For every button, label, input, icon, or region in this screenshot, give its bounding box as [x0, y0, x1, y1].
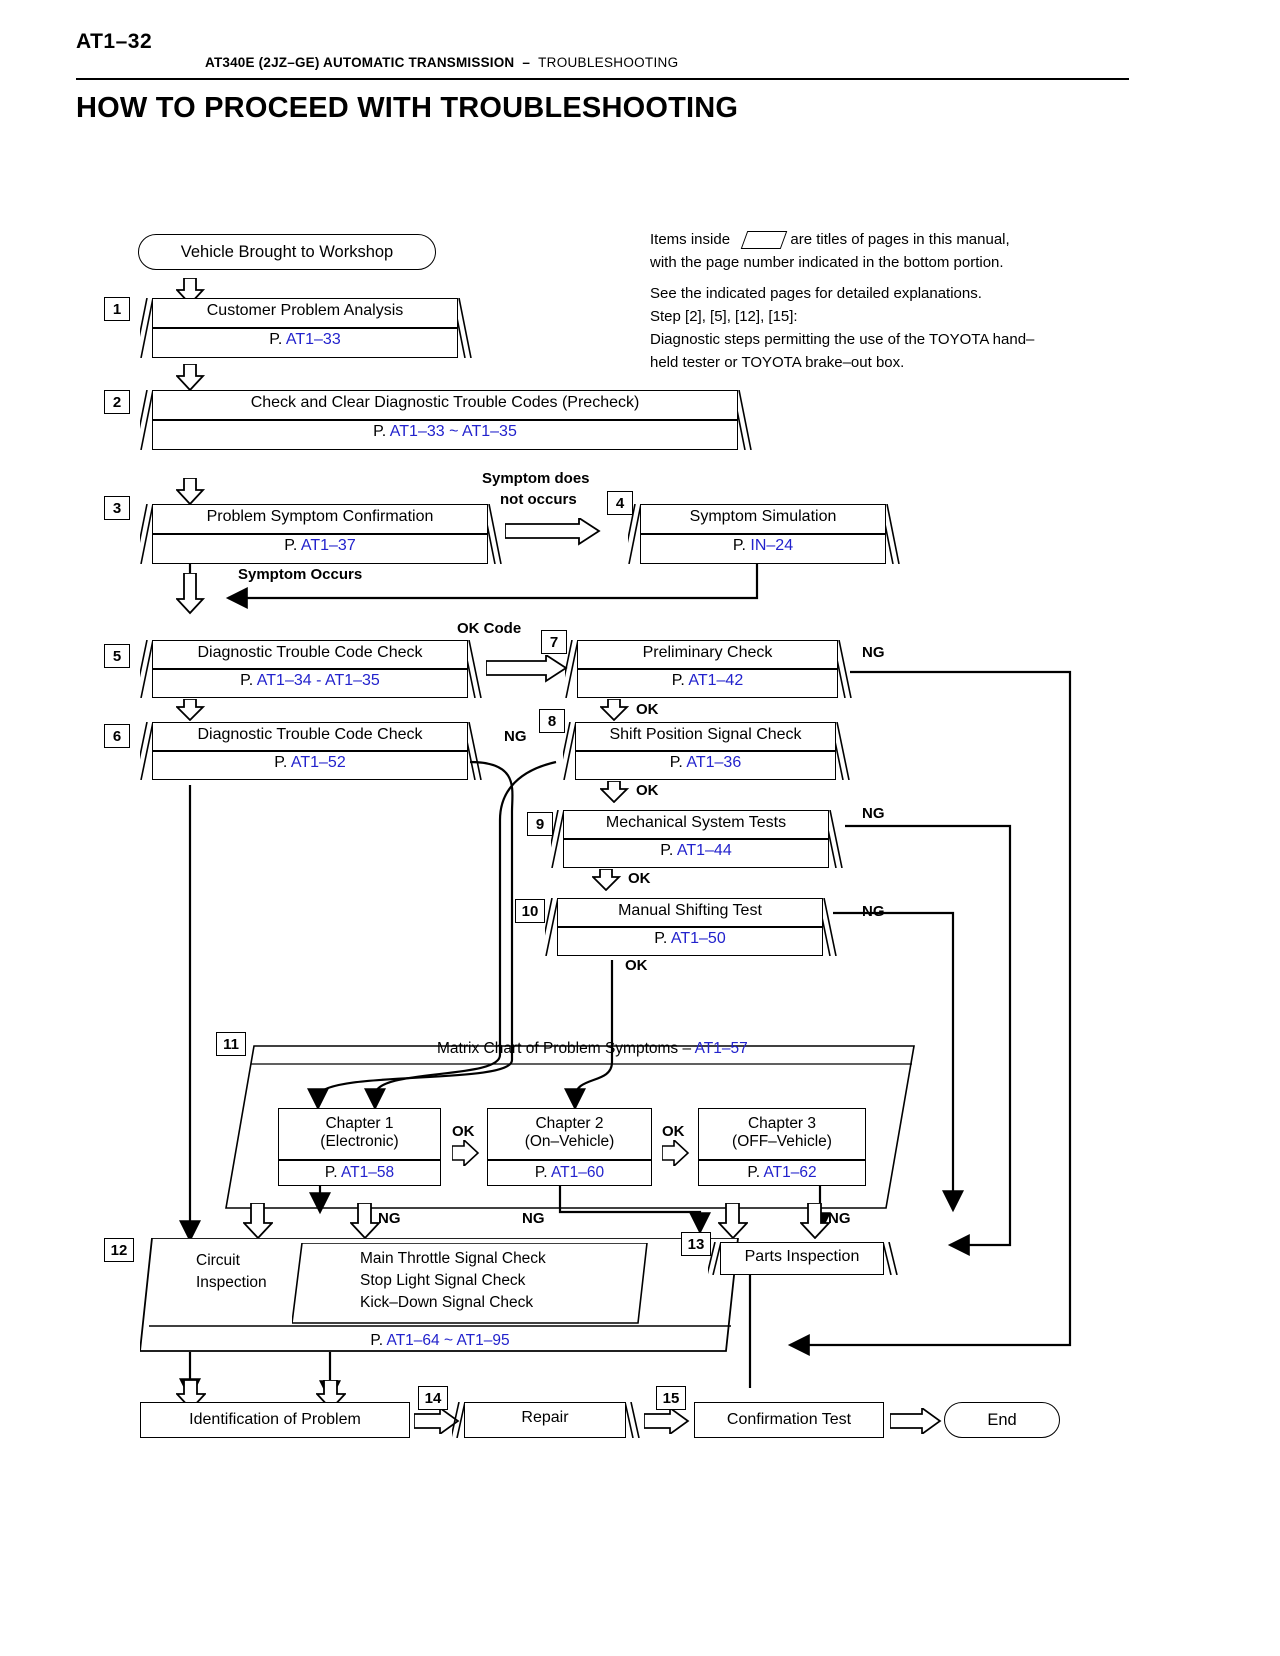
legend-line1a: Items inside	[650, 231, 731, 248]
step-box-7[interactable]	[565, 640, 850, 698]
label-ng-step10: NG	[862, 903, 885, 920]
step-box-10[interactable]	[545, 898, 835, 956]
label-ok-step7: OK	[636, 701, 659, 718]
circuit-inspection-line2: Inspection	[196, 1274, 267, 1291]
step-box-4[interactable]	[628, 504, 898, 564]
chapter-2-box[interactable]	[487, 1108, 652, 1186]
step-number-9: 9	[527, 812, 553, 836]
arrow-chapter2-to-chapter3	[662, 1140, 690, 1171]
step-8-title: Shift Position Signal Check	[609, 726, 802, 743]
step-15-title: Confirmation Test	[726, 1411, 852, 1428]
chapter-3-line1: Chapter 3	[747, 1115, 817, 1132]
header-subtitle	[205, 55, 678, 70]
step-6-page: P. AT1–52	[274, 754, 346, 771]
matrix-chart-label[interactable]: Matrix Chart of Problem Symptoms – AT1–57	[437, 1040, 748, 1057]
step-number-13: 13	[681, 1232, 711, 1256]
step-number-15: 15	[656, 1386, 686, 1410]
step-box-8[interactable]	[563, 722, 848, 780]
label-symptom-not-occurs-line2: not occurs	[500, 491, 577, 508]
signal-check-labels	[360, 1248, 546, 1314]
header-subtitle-main: AT340E (2JZ–GE) AUTOMATIC TRANSMISSION	[205, 55, 515, 70]
label-ok-step8: OK	[636, 782, 659, 799]
step-number-10: 10	[515, 899, 545, 923]
step-box-1[interactable]	[140, 298, 470, 358]
arrow-ng-to-parts-b	[800, 1203, 830, 1244]
step-box-5[interactable]	[140, 640, 480, 698]
step-1-title: Customer Problem Analysis	[206, 302, 404, 319]
legend-line5: Diagnostic steps permitting the use of the TOYOTA hand–	[650, 331, 1035, 348]
step-3-title: Problem Symptom Confirmation	[206, 508, 434, 525]
label-ng-chapter1: NG	[378, 1210, 401, 1227]
chapter-1-box[interactable]	[278, 1108, 441, 1186]
arrow-step3-to-step4	[505, 518, 605, 555]
step-3-page: P. AT1–37	[284, 537, 356, 554]
step-number-14: 14	[418, 1386, 448, 1410]
signal-check-line3: Kick–Down Signal Check	[360, 1294, 534, 1311]
step-box-15[interactable]	[694, 1402, 884, 1438]
legend-line3: See the indicated pages for detailed explanations.	[650, 285, 982, 302]
step-5-page: P. AT1–34 - AT1–35	[240, 672, 380, 689]
legend-line6: held tester or TOYOTA brake–out box.	[650, 354, 905, 371]
chapter-2-page: P. AT1–60	[534, 1164, 605, 1181]
page-number: AT1–32	[76, 30, 153, 53]
step-number-7: 7	[541, 630, 567, 654]
identification-label: Identification of Problem	[189, 1411, 361, 1428]
legend-line2: with the page number indicated in the bottom portion.	[650, 254, 1004, 271]
signal-check-line1: Main Throttle Signal Check	[360, 1250, 546, 1267]
arrow-step8-to-step9	[600, 781, 630, 808]
chapter-3-box[interactable]	[698, 1108, 866, 1186]
chapter-3-line2: (OFF–Vehicle)	[732, 1133, 832, 1150]
label-ok-step9: OK	[628, 870, 651, 887]
step-box-3[interactable]	[140, 504, 500, 564]
step-1-page: P. AT1–33	[269, 331, 341, 348]
step-5-title: Diagnostic Trouble Code Check	[197, 644, 423, 661]
step-7-page: P. AT1–42	[671, 672, 744, 689]
step-number-2: 2	[104, 390, 130, 414]
step-number-8: 8	[539, 709, 565, 733]
step-number-6: 6	[104, 724, 130, 748]
step-14-title: Repair	[521, 1409, 569, 1426]
page-box-icon	[738, 231, 782, 247]
chapter-1-line2: (Electronic)	[320, 1133, 399, 1150]
chapter-3-page: P. AT1–62	[747, 1164, 817, 1181]
identification-box[interactable]	[140, 1402, 410, 1438]
arrow-step5-to-step7	[486, 655, 572, 692]
step-2-page: P. AT1–33 ~ AT1–35	[373, 423, 517, 440]
legend	[650, 228, 1120, 374]
step-10-page: P. AT1–50	[654, 930, 726, 947]
step-4-title: Symptom Simulation	[689, 508, 837, 525]
step-box-9[interactable]	[551, 810, 841, 868]
chapter-1-line1: Chapter 1	[325, 1115, 394, 1132]
header-rule	[76, 78, 1129, 80]
step-4-page: P. IN–24	[732, 537, 794, 554]
signal-check-line2: Stop Light Signal Check	[360, 1272, 526, 1289]
chapter-2-line2: (On–Vehicle)	[524, 1133, 615, 1150]
label-ng-step8: NG	[504, 728, 527, 745]
circuit-inspection-line1: Circuit	[196, 1252, 240, 1269]
label-ok-chapter1-to-2: OK	[452, 1123, 475, 1140]
label-symptom-not-occurs-line1: Symptom does	[482, 470, 590, 487]
label-ng-chapter2: NG	[522, 1210, 545, 1227]
legend-line1b: are titles of pages in this manual,	[790, 231, 1010, 248]
end-label: End	[987, 1410, 1017, 1429]
step-12-page: P. AT1–64 ~ AT1–95	[370, 1332, 510, 1349]
arrow-step3-down	[176, 573, 206, 620]
chapter-1-page: P. AT1–58	[324, 1164, 395, 1181]
step-number-1: 1	[104, 297, 130, 321]
step-number-11: 11	[216, 1032, 246, 1056]
start-node	[138, 234, 436, 270]
label-symptom-occurs: Symptom Occurs	[238, 566, 363, 583]
step-13-title: Parts Inspection	[744, 1248, 860, 1265]
start-label: Vehicle Brought to Workshop	[180, 242, 394, 261]
label-ng-step7: NG	[862, 644, 885, 661]
step-6-title: Diagnostic Trouble Code Check	[197, 726, 423, 743]
step-2-title: Check and Clear Diagnostic Trouble Codes (Precheck)	[250, 394, 640, 411]
label-ng-chapter3: NG	[828, 1210, 851, 1227]
circuit-inspection-label	[196, 1250, 267, 1294]
legend-line4: Step [2], [5], [12], [15]:	[650, 308, 798, 325]
step-box-2[interactable]	[140, 390, 750, 450]
arrow-confirmation-to-end	[890, 1408, 942, 1439]
step-number-3: 3	[104, 496, 130, 520]
header-subtitle-section: TROUBLESHOOTING	[538, 55, 679, 70]
arrow-step9-to-step10	[592, 869, 622, 896]
step-number-5: 5	[104, 644, 130, 668]
step-box-13[interactable]	[708, 1242, 896, 1275]
step-box-14[interactable]	[452, 1402, 638, 1438]
header-subtitle-dash: –	[522, 55, 531, 70]
step-box-6[interactable]	[140, 722, 480, 780]
chapter-2-line1: Chapter 2	[535, 1115, 604, 1132]
arrow-chapter1-to-chapter2	[452, 1140, 480, 1171]
step-9-title: Mechanical System Tests	[605, 814, 787, 831]
step-7-title: Preliminary Check	[642, 644, 773, 661]
page-title: HOW TO PROCEED WITH TROUBLESHOOTING	[76, 92, 739, 124]
label-ok-chapter2-to-3: OK	[662, 1123, 685, 1140]
end-node	[944, 1402, 1060, 1438]
step-10-title: Manual Shifting Test	[618, 902, 762, 919]
label-ok-step10: OK	[625, 957, 648, 974]
step-number-12: 12	[104, 1238, 134, 1262]
arrow-repair-to-confirmation	[644, 1408, 690, 1439]
label-ng-step9: NG	[862, 805, 885, 822]
step-8-page: P. AT1–36	[669, 754, 742, 771]
step-number-4: 4	[607, 491, 633, 515]
label-ok-code: OK Code	[457, 620, 522, 637]
step-9-page: P. AT1–44	[660, 842, 732, 859]
